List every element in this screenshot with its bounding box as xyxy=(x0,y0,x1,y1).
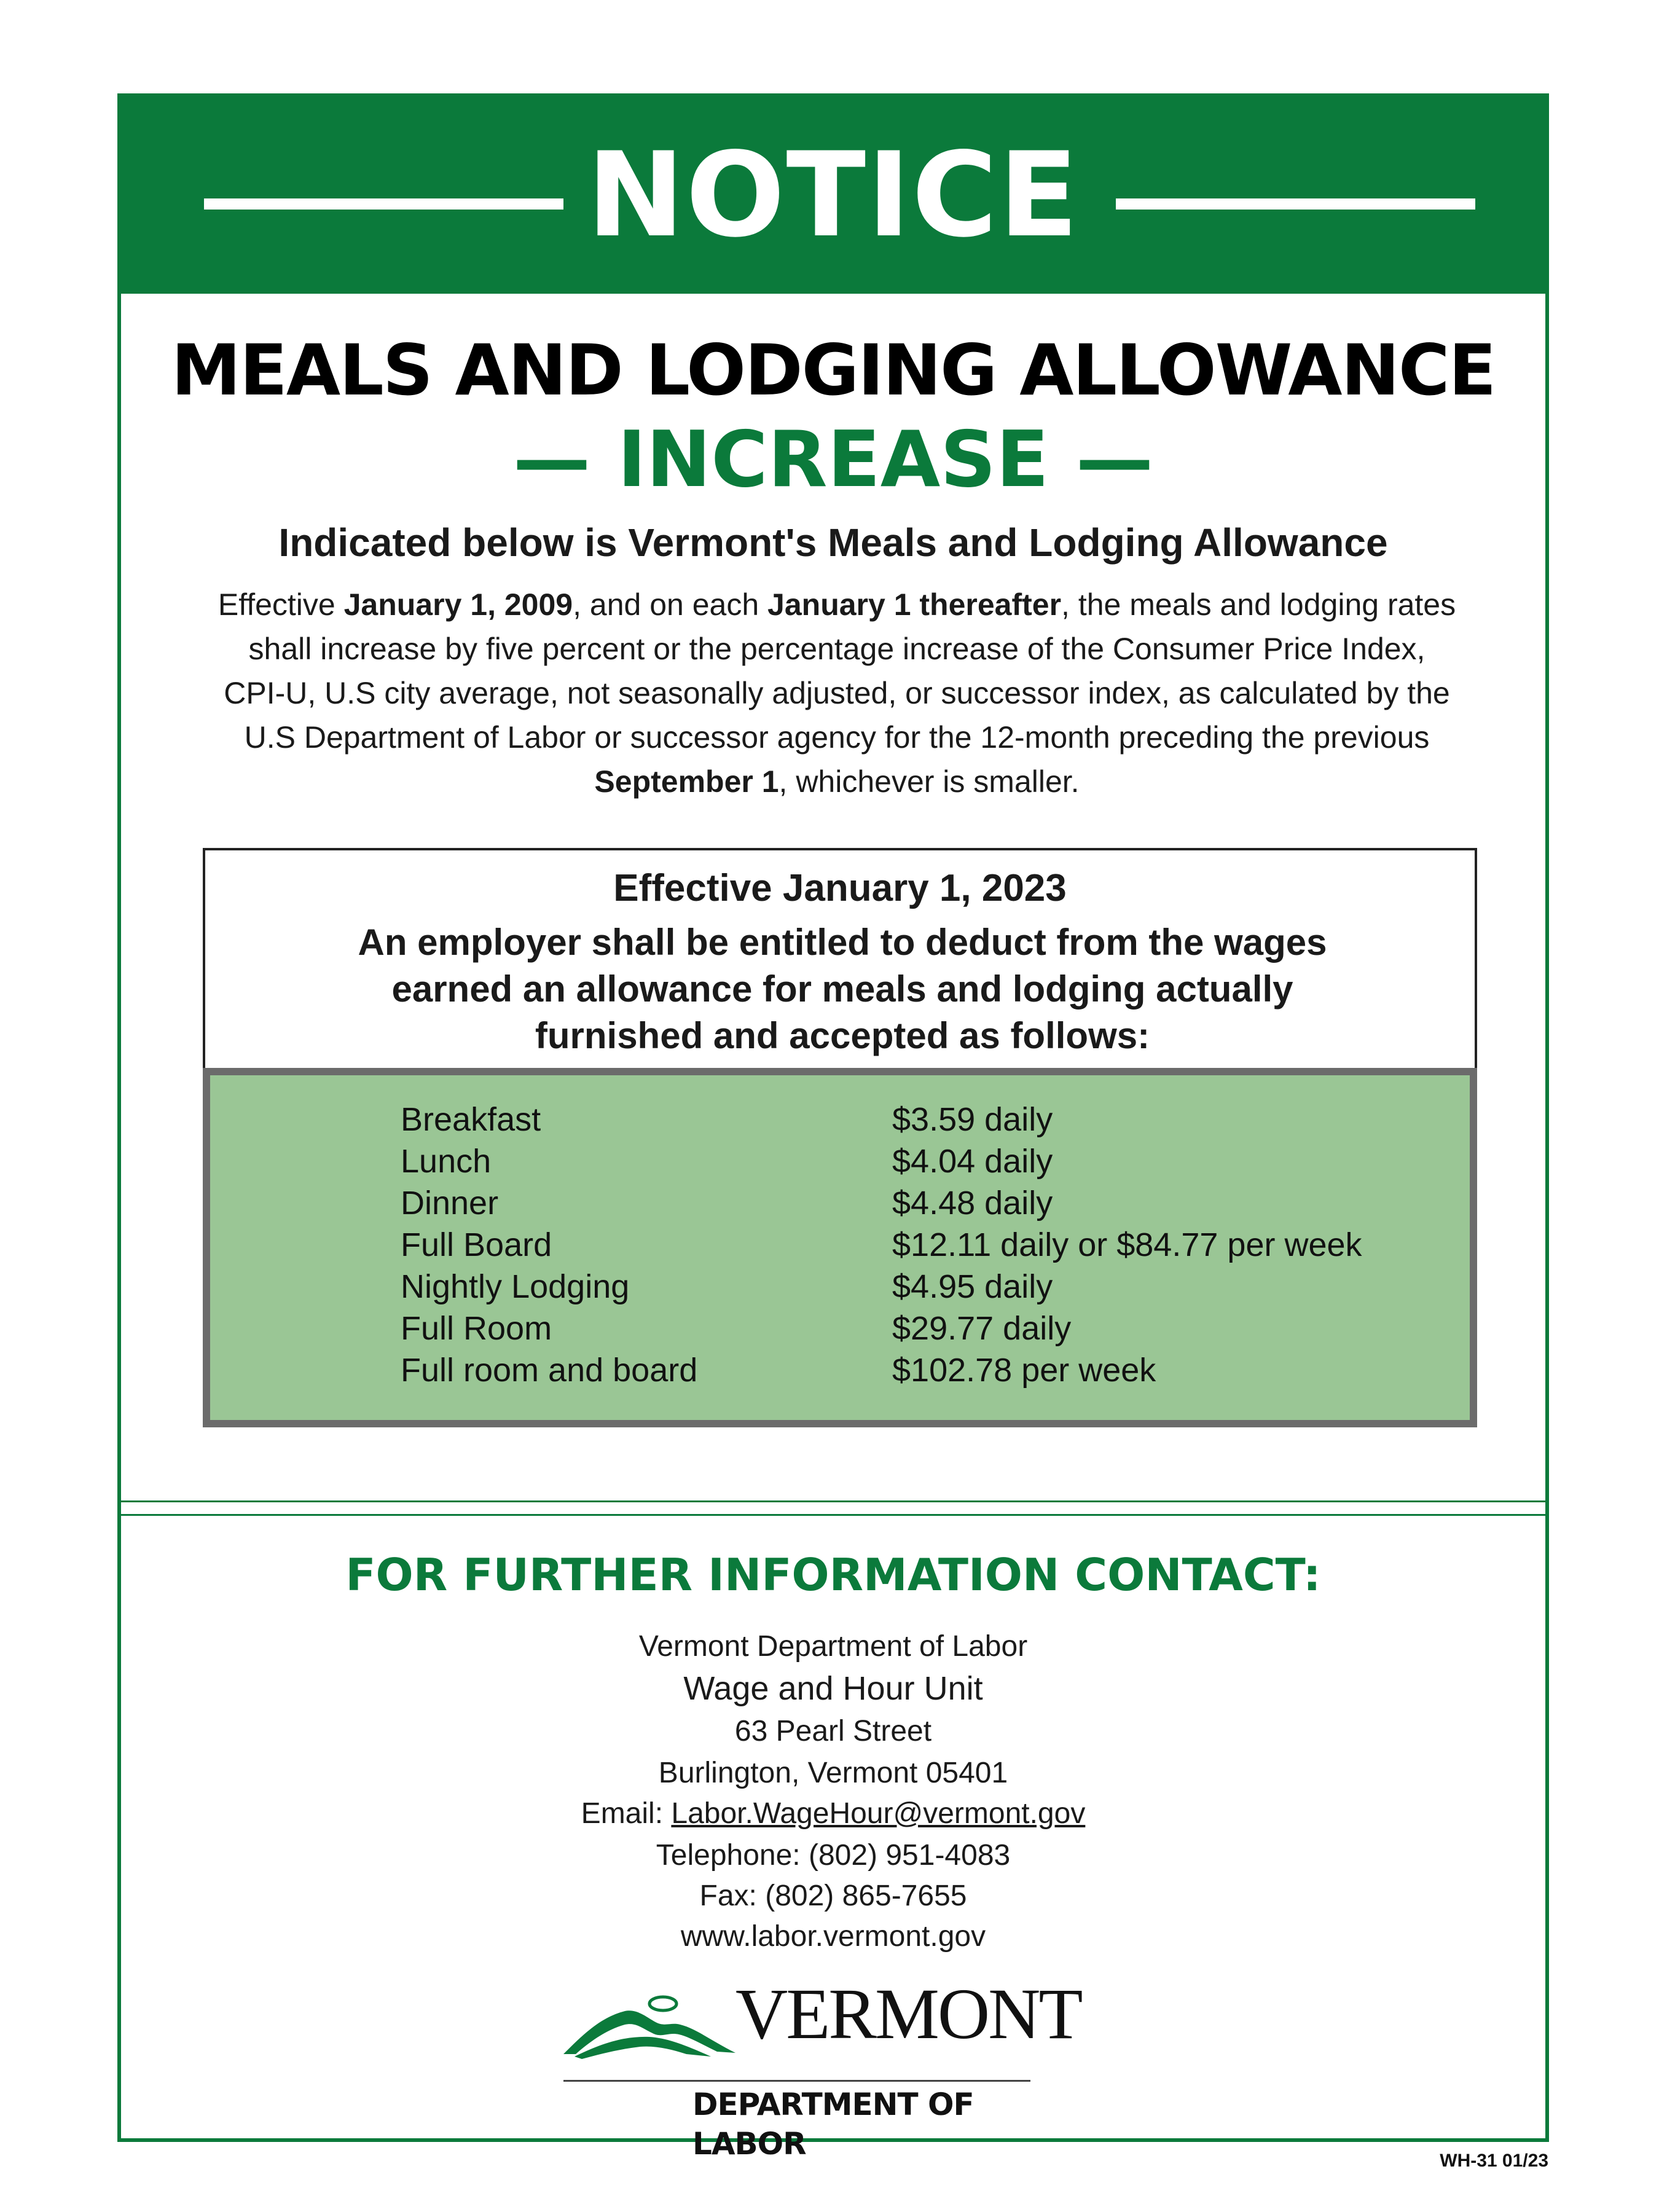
rate-row xyxy=(210,1224,1470,1266)
notice-banner xyxy=(121,97,1545,294)
section-divider-bottom xyxy=(121,1514,1545,1516)
intro-heading: Indicated below is Vermont's Meals and Lodging Allowance xyxy=(278,520,1388,565)
email-link[interactable]: Labor.WageHour@vermont.gov xyxy=(671,1797,1086,1830)
rate-value: $3.59 daily xyxy=(892,1101,1053,1138)
effective-line-1: An employer shall be entitled to deduct from the wages xyxy=(358,922,1327,963)
rate-value: $12.11 daily or $84.77 per week xyxy=(892,1226,1362,1263)
effective-line-3: furnished and accepted as follows: xyxy=(535,1015,1150,1056)
logo-rule xyxy=(563,2080,1030,2082)
contact-unit: Wage and Hour Unit xyxy=(683,1670,983,1707)
contact-fax: Fax: (802) 865-7655 xyxy=(699,1880,967,1912)
rate-value: $4.95 daily xyxy=(892,1268,1053,1305)
green-mountains-icon xyxy=(563,1993,742,2066)
rate-label: Full Room xyxy=(401,1310,552,1347)
banner-rule-right xyxy=(1116,198,1475,210)
rate-row xyxy=(210,1099,1470,1140)
vermont-dol-logo xyxy=(563,1968,1081,2162)
contact-street: 63 Pearl Street xyxy=(734,1715,932,1747)
rate-label: Full Board xyxy=(401,1226,552,1263)
page-title: MEALS AND LODGING ALLOWANCE xyxy=(171,329,1496,411)
intro-text-3: , the meals and lodging rates shall increase by five percent or the percentage increase of the Consumer Price Index, CPI-U, U.S city average, not seasonally adjusted, or successor index, as calculated by the U.S Department of Labor or successor agency for the 12-month preceding the previous xyxy=(224,587,1456,755)
rate-row xyxy=(210,1266,1470,1308)
contact-telephone: Telephone: (802) 951-4083 xyxy=(656,1839,1011,1872)
rate-value: $4.48 daily xyxy=(892,1185,1053,1222)
rate-label: Dinner xyxy=(401,1185,499,1222)
page-subtitle: — INCREASE — xyxy=(513,414,1153,504)
intro-paragraph xyxy=(216,582,1457,804)
intro-bold-2: January 1 thereafter xyxy=(767,587,1062,622)
rate-label: Lunch xyxy=(401,1143,492,1180)
notice-title: NOTICE xyxy=(586,127,1080,263)
rate-row xyxy=(210,1140,1470,1182)
form-code: WH-31 01/23 xyxy=(1440,2151,1548,2171)
contact-city: Burlington, Vermont 05401 xyxy=(658,1757,1008,1789)
contact-email xyxy=(121,1793,1545,1835)
rate-row xyxy=(210,1308,1470,1349)
intro-bold-1: January 1, 2009 xyxy=(343,587,573,622)
effective-date: Effective January 1, 2023 xyxy=(613,867,1067,909)
effective-line-2: earned an allowance for meals and lodging actually xyxy=(391,968,1293,1010)
effective-statement xyxy=(291,919,1394,1059)
rate-row xyxy=(210,1182,1470,1224)
logo-department: DEPARTMENT OF LABOR xyxy=(692,2087,974,2162)
rate-row xyxy=(210,1349,1470,1391)
intro-text-4: , whichever is smaller. xyxy=(779,764,1080,799)
rate-label: Nightly Lodging xyxy=(401,1268,630,1305)
effective-box xyxy=(203,848,1477,1094)
rate-value: $102.78 per week xyxy=(892,1352,1156,1389)
rate-value: $4.04 daily xyxy=(892,1143,1053,1180)
intro-bold-3: September 1 xyxy=(594,764,779,799)
section-divider-top xyxy=(121,1500,1545,1502)
contact-org: Vermont Department of Labor xyxy=(638,1630,1028,1663)
intro-text-1: Effective xyxy=(218,587,344,622)
contact-website[interactable]: www.labor.vermont.gov xyxy=(680,1920,986,1953)
rate-value: $29.77 daily xyxy=(892,1310,1072,1347)
rate-label: Full room and board xyxy=(401,1352,698,1389)
intro-text-2: , and on each xyxy=(573,587,768,622)
rate-label: Breakfast xyxy=(401,1101,541,1138)
rates-table xyxy=(203,1068,1477,1427)
email-label: Email: xyxy=(581,1797,672,1830)
logo-wordmark: VERMONT xyxy=(735,1974,1081,2054)
contact-heading: FOR FURTHER INFORMATION CONTACT: xyxy=(345,1549,1321,1601)
